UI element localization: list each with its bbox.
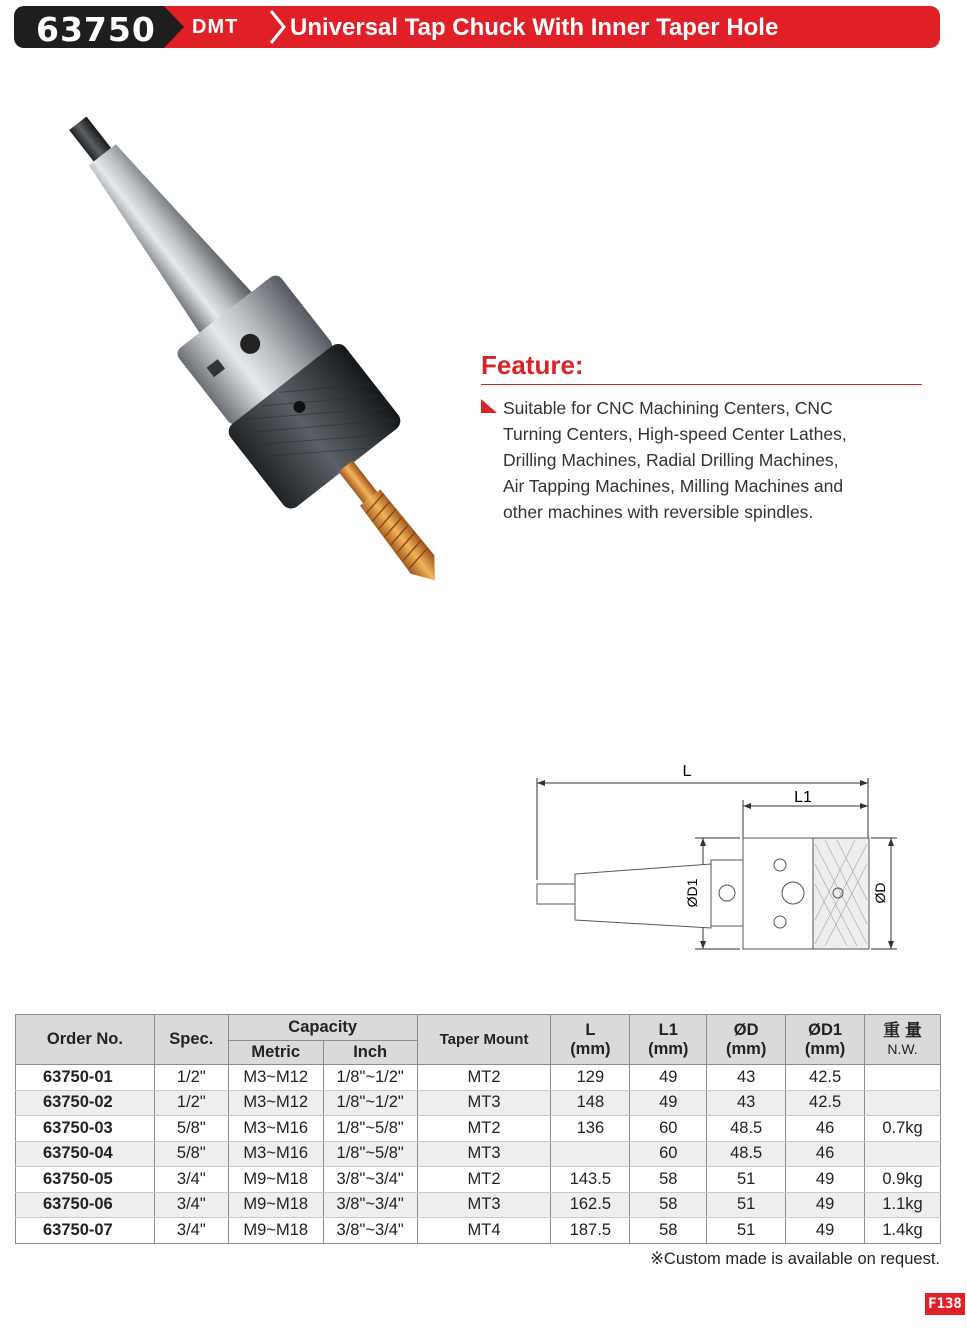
cell-D: 51	[707, 1192, 786, 1218]
cell-L1: 60	[630, 1141, 707, 1167]
feature-line: other machines with reversible spindles.	[503, 502, 814, 522]
cell-inch: 1/8"~1/2"	[323, 1090, 417, 1116]
cell-D1: 49	[786, 1192, 865, 1218]
spec-table	[15, 1014, 941, 1244]
col-D	[707, 1015, 786, 1065]
col-capacity: Capacity	[228, 1015, 417, 1041]
table-row	[16, 1141, 941, 1167]
unit-label: (mm)	[804, 1039, 846, 1058]
chevron-right-icon	[267, 8, 289, 46]
dim-label-D: ØD	[872, 882, 888, 904]
cell-L1: 58	[630, 1192, 707, 1218]
unit-label: (mm)	[726, 1039, 767, 1058]
dim-label-D1: ØD1	[684, 878, 700, 908]
table-row	[16, 1192, 941, 1218]
cell-taper: MT2	[417, 1167, 551, 1193]
cell-L	[551, 1141, 630, 1167]
cell-metric: M9~M18	[228, 1192, 323, 1218]
col-inch: Inch	[323, 1041, 417, 1065]
cell-spec: 1/2"	[154, 1065, 228, 1091]
cell-L: 129	[551, 1065, 630, 1091]
cell-order: 63750-05	[16, 1167, 155, 1193]
table-row	[16, 1218, 941, 1244]
cell-D1: 49	[786, 1218, 865, 1244]
cell-L1: 60	[630, 1116, 707, 1142]
cell-L: 187.5	[551, 1218, 630, 1244]
col-order-no: Order No.	[16, 1015, 155, 1065]
product-code: 63750	[36, 10, 156, 48]
cell-inch: 1/8"~5/8"	[323, 1116, 417, 1142]
col-L	[551, 1015, 630, 1065]
feature-heading: Feature:	[481, 350, 584, 380]
cell-taper: MT3	[417, 1192, 551, 1218]
cell-L: 136	[551, 1116, 630, 1142]
page-number-tag: F138	[925, 1293, 965, 1315]
cell-taper: MT2	[417, 1116, 551, 1142]
dim-label-L1: L1	[794, 789, 812, 806]
cell-D: 48.5	[707, 1116, 786, 1142]
cell-nw: 1.1kg	[865, 1192, 941, 1218]
feature-line: Turning Centers, High-speed Center Lathes,	[503, 424, 847, 444]
cell-nw: 1.4kg	[865, 1218, 941, 1244]
cell-L: 162.5	[551, 1192, 630, 1218]
cell-spec: 3/4"	[154, 1167, 228, 1193]
cell-D: 51	[707, 1218, 786, 1244]
cell-nw	[865, 1090, 941, 1116]
feature-divider	[481, 384, 922, 385]
cell-spec: 5/8"	[154, 1141, 228, 1167]
feature-line: Drilling Machines, Radial Drilling Machines,	[503, 450, 839, 470]
cell-taper: MT3	[417, 1141, 551, 1167]
cell-order: 63750-06	[16, 1192, 155, 1218]
cell-inch: 3/8"~3/4"	[323, 1192, 417, 1218]
dimension-diagram	[525, 760, 925, 960]
cell-inch: 3/8"~3/4"	[323, 1167, 417, 1193]
product-image	[55, 95, 475, 595]
cell-metric: M9~M18	[228, 1167, 323, 1193]
cell-D1: 46	[786, 1141, 865, 1167]
col-L-label: L	[585, 1020, 596, 1039]
col-spec: Spec.	[154, 1015, 228, 1065]
cell-order: 63750-07	[16, 1218, 155, 1244]
cell-order: 63750-04	[16, 1141, 155, 1167]
triangle-bullet-icon	[481, 399, 497, 413]
cell-spec: 3/4"	[154, 1192, 228, 1218]
col-D-label: ØD	[733, 1020, 759, 1039]
cell-D1: 42.5	[786, 1090, 865, 1116]
cell-taper: MT2	[417, 1065, 551, 1091]
cell-nw: 0.9kg	[865, 1167, 941, 1193]
feature-line: Suitable for CNC Machining Centers, CNC	[503, 398, 833, 418]
unit-label: (mm)	[570, 1039, 611, 1058]
cell-order: 63750-03	[16, 1116, 155, 1142]
cell-taper: MT4	[417, 1218, 551, 1244]
cell-metric: M9~M18	[228, 1218, 323, 1244]
cell-metric: M3~M16	[228, 1141, 323, 1167]
cell-nw	[865, 1065, 941, 1091]
cell-D: 43	[707, 1065, 786, 1091]
table-row	[16, 1090, 941, 1116]
cell-nw	[865, 1141, 941, 1167]
cell-spec: 5/8"	[154, 1116, 228, 1142]
col-D1-label: ØD1	[808, 1020, 843, 1039]
unit-label: (mm)	[648, 1039, 689, 1058]
cell-D: 43	[707, 1090, 786, 1116]
col-taper-mount: Taper Mount	[417, 1015, 551, 1065]
cell-L1: 49	[630, 1090, 707, 1116]
cell-taper: MT3	[417, 1090, 551, 1116]
col-L1	[630, 1015, 707, 1065]
cell-metric: M3~M12	[228, 1065, 323, 1091]
page-title: Universal Tap Chuck With Inner Taper Hole	[290, 14, 779, 41]
table-row	[16, 1116, 941, 1142]
cell-D1: 42.5	[786, 1065, 865, 1091]
cell-L: 148	[551, 1090, 630, 1116]
cell-metric: M3~M12	[228, 1090, 323, 1116]
cell-D: 51	[707, 1167, 786, 1193]
cell-order: 63750-01	[16, 1065, 155, 1091]
cell-order: 63750-02	[16, 1090, 155, 1116]
col-weight-cn: 重 量	[883, 1020, 922, 1040]
brand-label: DMT	[192, 16, 239, 38]
table-row	[16, 1065, 941, 1091]
col-weight	[865, 1015, 941, 1065]
cell-L: 143.5	[551, 1167, 630, 1193]
cell-L1: 49	[630, 1065, 707, 1091]
dim-label-L: L	[682, 763, 692, 780]
cell-L1: 58	[630, 1167, 707, 1193]
table-row	[16, 1167, 941, 1193]
col-L1-label: L1	[658, 1020, 678, 1039]
col-metric: Metric	[228, 1041, 323, 1065]
cell-spec: 3/4"	[154, 1218, 228, 1244]
cell-inch: 1/8"~5/8"	[323, 1141, 417, 1167]
cell-D1: 49	[786, 1167, 865, 1193]
feature-line: Air Tapping Machines, Milling Machines and	[503, 476, 844, 496]
cell-spec: 1/2"	[154, 1090, 228, 1116]
cell-D: 48.5	[707, 1141, 786, 1167]
header-banner	[14, 6, 940, 48]
cell-nw: 0.7kg	[865, 1116, 941, 1142]
cell-inch: 1/8"~1/2"	[323, 1065, 417, 1091]
feature-description	[503, 395, 903, 525]
cell-inch: 3/8"~3/4"	[323, 1218, 417, 1244]
custom-order-note: ※Custom made is available on request.	[650, 1250, 940, 1268]
cell-metric: M3~M16	[228, 1116, 323, 1142]
cell-D1: 46	[786, 1116, 865, 1142]
col-weight-en: N.W.	[887, 1040, 918, 1057]
col-D1	[786, 1015, 865, 1065]
cell-L1: 58	[630, 1218, 707, 1244]
